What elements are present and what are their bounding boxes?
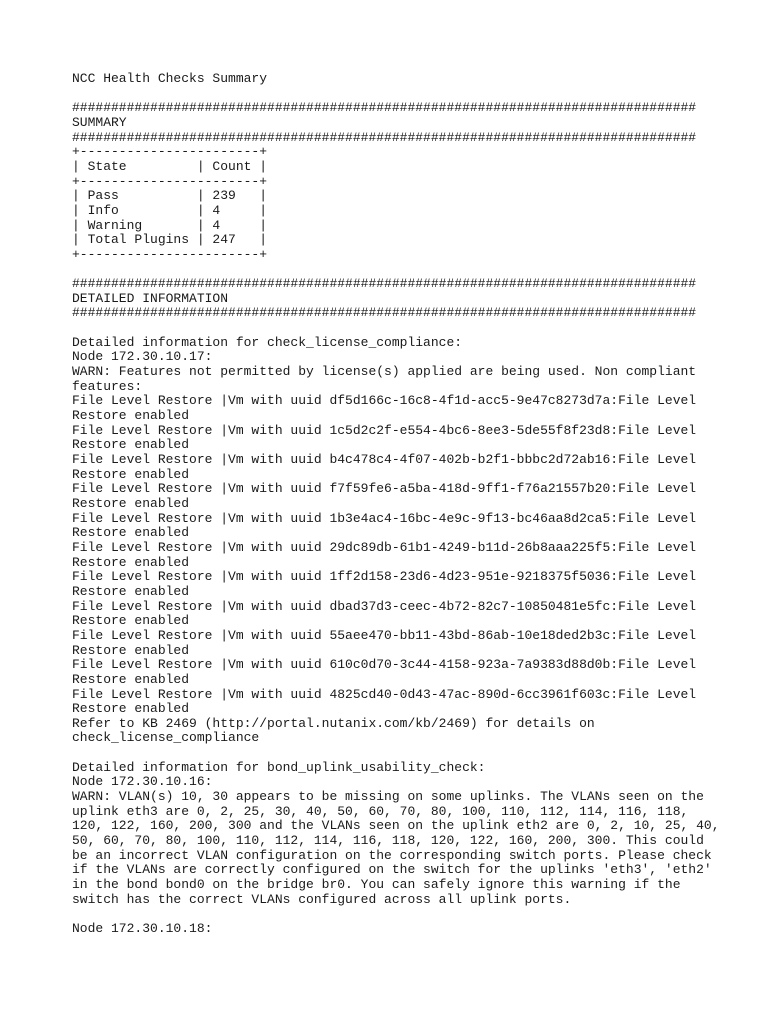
entry-line: File Level Restore |Vm with uuid 610c0d70-3c44-4158-923a-7a9383d88d0b:File Level	[72, 657, 697, 673]
warn-text: uplink eth3 are 0, 2, 25, 30, 40, 50, 60, 70, 80, 100, 110, 112, 114, 116, 118,	[72, 803, 689, 819]
entry-line: File Level Restore |Vm with uuid 29dc89db-61b1-4249-b11d-26b8aaa225f5:File Level	[72, 539, 697, 555]
check-heading: Detailed information for bond_uplink_usability_check:	[72, 759, 486, 775]
warn-text: be an incorrect VLAN configuration on the corresponding switch ports. Please check	[72, 847, 712, 863]
entry-line: Restore enabled	[72, 554, 190, 570]
spacer	[72, 321, 712, 336]
node-label: Node 172.30.10.18:	[72, 920, 213, 936]
table-row: | Warning | 4 |	[72, 217, 268, 233]
entry-line: Restore enabled	[72, 701, 190, 717]
entry-line: Restore enabled	[72, 613, 190, 629]
spacer	[72, 263, 712, 278]
warn-text: 50, 60, 70, 80, 100, 110, 112, 114, 116, 118, 120, 122, 160, 200, 300. This could	[72, 833, 704, 849]
license-check-section	[72, 336, 712, 746]
hash-divider: ################################################################################	[72, 129, 697, 145]
entry-line: Restore enabled	[72, 583, 190, 599]
entry-line: Restore enabled	[72, 495, 190, 511]
entry-line: File Level Restore |Vm with uuid 4825cd40-0d43-47ac-890d-6cc3961f603c:File Level	[72, 686, 697, 702]
table-header-row: | State | Count |	[72, 158, 268, 174]
entry-line: File Level Restore |Vm with uuid df5d166c-16c8-4f1d-acc5-9e47c8273d7a:File Level	[72, 393, 697, 409]
hash-divider: ################################################################################	[72, 276, 697, 292]
entry-line: Restore enabled	[72, 466, 190, 482]
node-label: Node 172.30.10.16:	[72, 774, 213, 790]
kb-reference: check_license_compliance	[72, 730, 260, 746]
hash-divider: ################################################################################	[72, 305, 697, 321]
table-row: | Pass | 239 |	[72, 188, 268, 204]
entry-line: File Level Restore |Vm with uuid f7f59fe6-a5ba-418d-9ff1-f76a21557b20:File Level	[72, 481, 697, 497]
warn-text: 120, 122, 160, 200, 300 and the VLANs seen on the uplink eth2 are 0, 2, 10, 25, 40,	[72, 818, 720, 834]
entry-line: File Level Restore |Vm with uuid 1b3e4ac4-16bc-4e9c-9f13-bc46aa8d2ca5:File Level	[72, 510, 697, 526]
table-row: | Info | 4 |	[72, 202, 268, 218]
report-title: NCC Health Checks Summary	[72, 71, 268, 86]
entry-line: Restore enabled	[72, 671, 190, 687]
spacer	[72, 907, 712, 922]
check-heading: Detailed information for check_license_compliance:	[72, 334, 463, 350]
summary-heading: SUMMARY	[72, 114, 127, 130]
table-border: +-----------------------+	[72, 246, 268, 262]
spacer	[72, 87, 712, 102]
entry-line: File Level Restore |Vm with uuid b4c478c4-4f07-402b-b2f1-bbbc2d72ab16:File Level	[72, 452, 697, 468]
entry-line: File Level Restore |Vm with uuid 1ff2d158-23d6-4d23-951e-9218375f5036:File Level	[72, 569, 697, 585]
report-page	[72, 71, 720, 937]
entry-line: File Level Restore |Vm with uuid dbad37d3-ceec-4b72-82c7-10850481e5fc:File Level	[72, 598, 697, 614]
warn-text: features:	[72, 378, 143, 394]
entry-line: Restore enabled	[72, 437, 190, 453]
detailed-heading: DETAILED INFORMATION	[72, 290, 229, 306]
spacer	[72, 746, 712, 761]
table-border: +-----------------------+	[72, 144, 268, 160]
table-row: | Total Plugins | 247 |	[72, 232, 268, 248]
bond-check-section	[72, 759, 720, 937]
entry-line: Restore enabled	[72, 525, 190, 541]
kb-reference: Refer to KB 2469 (http://portal.nutanix.com/kb/2469) for details on	[72, 715, 595, 731]
entry-line: Restore enabled	[72, 408, 190, 424]
warn-text: WARN: VLAN(s) 10, 30 appears to be missing on some uplinks. The VLANs seen on the	[72, 789, 704, 805]
warn-text: in the bond bond0 on the bridge br0. You can safely ignore this warning if the	[72, 877, 681, 893]
warn-text: switch has the correct VLANs configured across all uplink ports.	[72, 891, 572, 907]
warn-text: WARN: Features not permitted by license(s) applied are being used. Non compliant	[72, 364, 697, 380]
hash-divider: ################################################################################	[72, 100, 697, 116]
node-label: Node 172.30.10.17:	[72, 349, 213, 365]
entry-line: File Level Restore |Vm with uuid 1c5d2c2f-e554-4bc6-8ee3-5de55f8f23d8:File Level	[72, 422, 697, 438]
summary-table	[72, 145, 712, 262]
table-border: +-----------------------+	[72, 173, 268, 189]
warn-text: if the VLANs are correctly configured on the switch for the uplinks 'eth3', 'eth2'	[72, 862, 712, 878]
entry-line: File Level Restore |Vm with uuid 55aee470-bb11-43bd-86ab-10e18ded2b3c:File Level	[72, 627, 697, 643]
entry-line: Restore enabled	[72, 642, 190, 658]
